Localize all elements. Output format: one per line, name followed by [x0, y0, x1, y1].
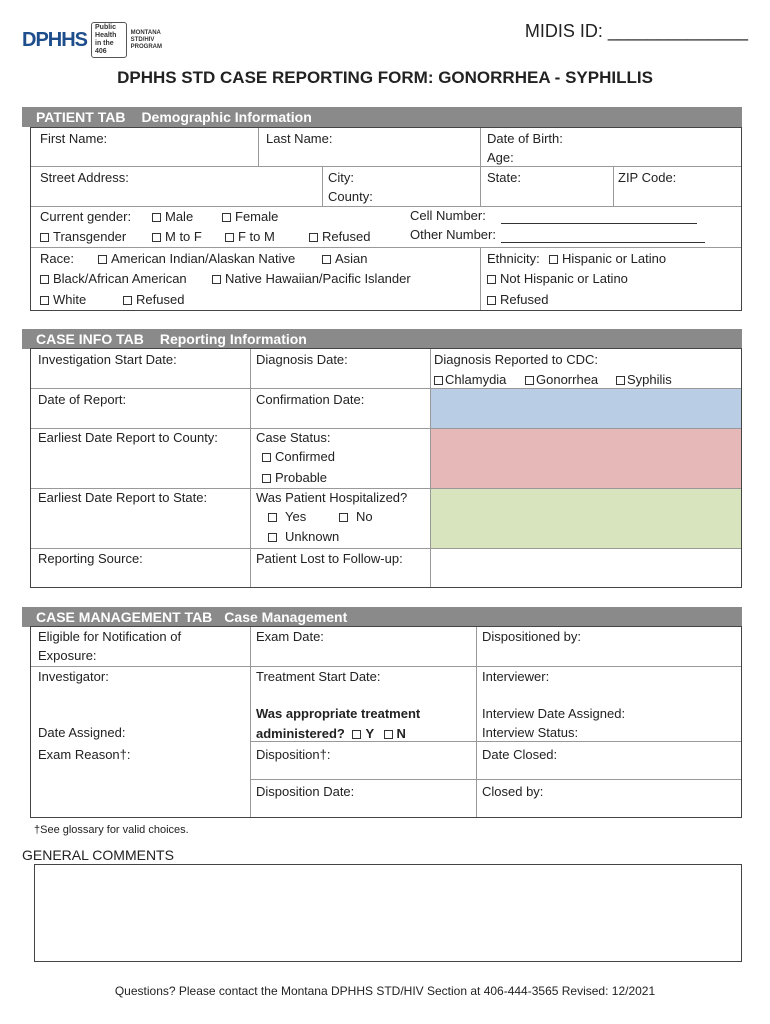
- gender-ftom-checkbox[interactable]: F to M: [225, 229, 275, 245]
- first-name-field[interactable]: First Name:: [40, 131, 108, 146]
- checkbox-icon: [212, 275, 221, 284]
- case-confirmed-checkbox[interactable]: Confirmed: [262, 449, 335, 465]
- checkbox-icon: [434, 376, 443, 385]
- checkbox-icon: [549, 255, 558, 264]
- race-ai-an-checkbox[interactable]: American Indian/Alaskan Native: [98, 251, 295, 267]
- case-mgmt-tab-section: Case Management: [224, 609, 348, 625]
- logo-badge: Public Health in the 406: [91, 22, 127, 58]
- race-refused-checkbox[interactable]: Refused: [123, 292, 184, 308]
- hospitalized-yes-checkbox[interactable]: Yes: [268, 509, 306, 525]
- patient-tab-header: [22, 107, 742, 127]
- checkbox-icon: [152, 233, 161, 242]
- city-field[interactable]: City:: [328, 170, 354, 185]
- checkbox-icon: [152, 213, 161, 222]
- treatment-no-checkbox[interactable]: N: [384, 726, 406, 741]
- closed-by-field[interactable]: Closed by:: [482, 784, 544, 799]
- hospitalized-unknown-checkbox[interactable]: Unknown: [268, 529, 339, 545]
- race-asian-checkbox[interactable]: Asian: [322, 251, 368, 267]
- patient-tab-label: PATIENT TAB: [36, 109, 126, 125]
- last-name-field[interactable]: Last Name:: [266, 131, 333, 146]
- exam-reason-field[interactable]: Exam Reason†:: [38, 747, 131, 762]
- appropriate-treatment-options: administered? Y N: [256, 726, 406, 741]
- county-field[interactable]: County:: [328, 189, 373, 204]
- gender-transgender-checkbox[interactable]: Transgender: [40, 229, 126, 245]
- ethnicity-refused-checkbox[interactable]: Refused: [487, 292, 548, 308]
- date-closed-field[interactable]: Date Closed:: [482, 747, 558, 762]
- form-title: DPHHS STD CASE REPORTING FORM: GONORRHEA - SYPHILLIS: [117, 68, 653, 87]
- zip-field[interactable]: ZIP Code:: [618, 170, 677, 185]
- checkbox-icon: [322, 255, 331, 264]
- checkbox-icon: [487, 275, 496, 284]
- case-probable-checkbox[interactable]: Probable: [262, 470, 327, 486]
- gender-label: Current gender:: [40, 209, 132, 224]
- street-address-field[interactable]: Street Address:: [40, 170, 129, 185]
- date-of-report-field[interactable]: Date of Report:: [38, 392, 127, 407]
- race-label: Race:: [40, 251, 74, 266]
- dob-field[interactable]: Date of Birth:: [487, 131, 563, 146]
- checkbox-icon: [339, 513, 348, 522]
- investigation-start-field[interactable]: Investigation Start Date:: [38, 352, 177, 367]
- checkbox-icon: [40, 233, 49, 242]
- gender-male-checkbox[interactable]: Male: [152, 209, 193, 225]
- disposition-field[interactable]: Disposition†:: [256, 747, 331, 762]
- general-comments-label: GENERAL COMMENTS: [22, 847, 174, 863]
- eligible-notification-field[interactable]: Eligible for Notification of Exposure:: [38, 629, 182, 663]
- reporting-source-field[interactable]: Reporting Source:: [38, 551, 143, 566]
- case-mgmt-tab-header: [22, 607, 742, 627]
- patient-tab-section: Demographic Information: [141, 109, 312, 125]
- checkbox-icon: [487, 296, 496, 305]
- state-field[interactable]: State:: [487, 170, 521, 185]
- case-info-tab-label: CASE INFO TAB: [36, 331, 144, 347]
- diagnosis-date-field[interactable]: Diagnosis Date:: [256, 352, 348, 367]
- treatment-yes-checkbox[interactable]: Y: [352, 726, 373, 741]
- confirmation-date-field[interactable]: Confirmation Date:: [256, 392, 365, 407]
- checkbox-icon: [222, 213, 231, 222]
- cell-number-field[interactable]: Cell Number:: [410, 208, 697, 224]
- interview-status-field[interactable]: Interview Status:: [482, 725, 579, 740]
- ethnicity-label: Ethnicity:: [487, 251, 540, 266]
- checkbox-icon: [268, 533, 277, 542]
- disposition-date-field[interactable]: Disposition Date:: [256, 784, 355, 799]
- appropriate-treatment-label: Was appropriate treatment: [256, 706, 421, 721]
- case-mgmt-tab-label: CASE MANAGEMENT TAB: [36, 609, 213, 625]
- age-field[interactable]: Age:: [487, 150, 514, 165]
- case-status-label: Case Status:: [256, 430, 331, 445]
- gender-refused-checkbox[interactable]: Refused: [309, 229, 370, 245]
- earliest-county-field[interactable]: Earliest Date Report to County:: [38, 430, 218, 445]
- dispositioned-by-field[interactable]: Dispositioned by:: [482, 629, 581, 644]
- race-black-checkbox[interactable]: Black/African American: [40, 271, 187, 287]
- checkbox-icon: [40, 296, 49, 305]
- checkbox-icon: [352, 730, 361, 739]
- checkbox-icon: [525, 376, 534, 385]
- dphhs-logo: [22, 22, 162, 58]
- logo-program: MONTANA STD/HIV PROGRAM: [130, 29, 162, 50]
- checkbox-icon: [268, 513, 277, 522]
- cdc-gonorrhea-checkbox[interactable]: Gonorrhea: [525, 372, 598, 388]
- date-assigned-field[interactable]: Date Assigned:: [38, 725, 126, 740]
- interviewer-field[interactable]: Interviewer:: [482, 669, 550, 684]
- exam-date-field[interactable]: Exam Date:: [256, 629, 324, 644]
- glossary-note: †See glossary for valid choices.: [34, 824, 189, 836]
- cdc-chlamydia-checkbox[interactable]: Chlamydia: [434, 372, 506, 388]
- general-comments-textarea[interactable]: [34, 864, 742, 962]
- interview-assigned-field[interactable]: Interview Date Assigned:: [482, 706, 626, 721]
- logo-main-text: DPHHS: [22, 29, 88, 51]
- checkbox-icon: [616, 376, 625, 385]
- ethnicity-hispanic-checkbox[interactable]: Hispanic or Latino: [549, 251, 666, 267]
- checkbox-icon: [309, 233, 318, 242]
- checkbox-icon: [225, 233, 234, 242]
- cdc-syphilis-checkbox[interactable]: Syphilis: [616, 372, 672, 388]
- case-info-tab-section: Reporting Information: [159, 331, 307, 347]
- footer-contact: Questions? Please contact the Montana DPHHS STD/HIV Section at 406-444-3565 Revised: 12/2021: [114, 984, 656, 998]
- treatment-start-field[interactable]: Treatment Start Date:: [256, 669, 381, 684]
- hospitalized-label: Was Patient Hospitalized?: [256, 490, 408, 505]
- diagnosis-cdc-label: Diagnosis Reported to CDC:: [434, 352, 599, 367]
- investigator-field[interactable]: Investigator:: [38, 669, 109, 684]
- checkbox-icon: [123, 296, 132, 305]
- other-number-field[interactable]: Other Number:: [410, 227, 705, 243]
- ethnicity-not-hispanic-checkbox[interactable]: Not Hispanic or Latino: [487, 271, 628, 287]
- race-nhpi-checkbox[interactable]: Native Hawaiian/Pacific Islander: [212, 271, 411, 287]
- race-white-checkbox[interactable]: White: [40, 292, 86, 308]
- checkbox-icon: [262, 453, 271, 462]
- midis-id-field[interactable]: MIDIS ID: ______________: [524, 21, 748, 41]
- earliest-state-field[interactable]: Earliest Date Report to State:: [38, 490, 208, 505]
- lost-to-followup-field[interactable]: Patient Lost to Follow-up:: [256, 551, 403, 566]
- checkbox-icon: [384, 730, 393, 739]
- checkbox-icon: [262, 474, 271, 483]
- gender-female-checkbox[interactable]: Female: [222, 209, 278, 225]
- case-info-tab-header: [22, 329, 742, 349]
- hospitalized-no-checkbox[interactable]: No: [339, 509, 373, 525]
- gender-mtof-checkbox[interactable]: M to F: [152, 229, 202, 245]
- checkbox-icon: [40, 275, 49, 284]
- checkbox-icon: [98, 255, 107, 264]
